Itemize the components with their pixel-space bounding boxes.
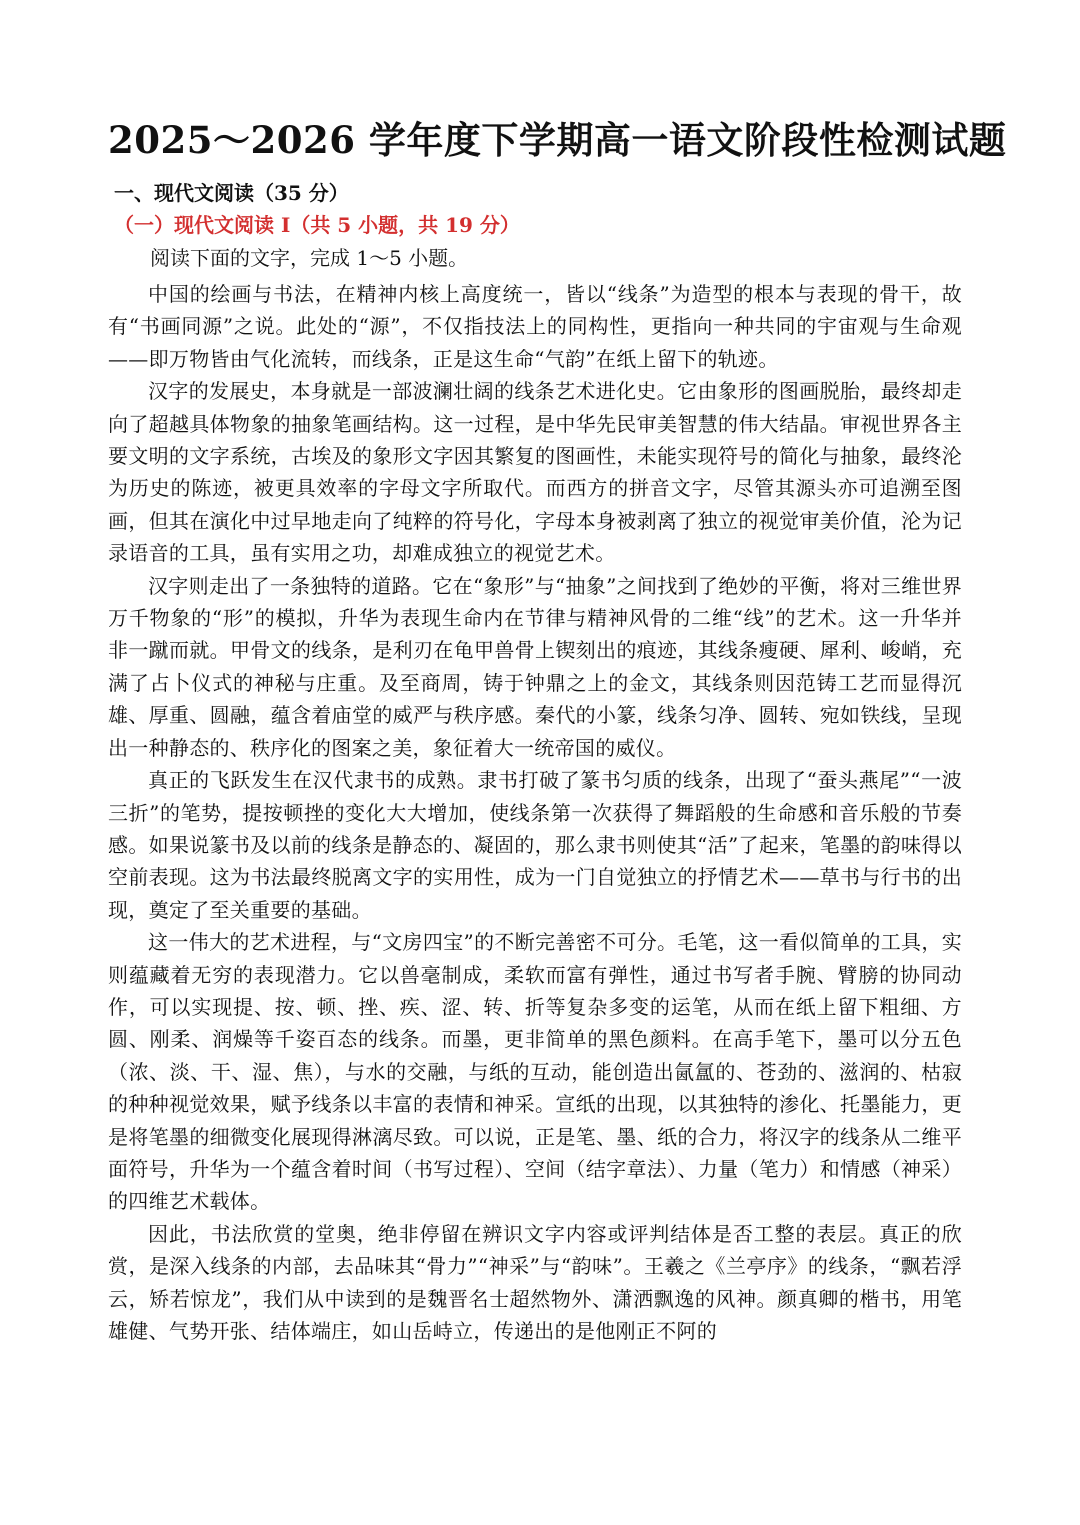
passage-paragraph-1: 中国的绘画与书法，在精神内核上高度统一，皆以“线条”为造型的根本与表现的骨干，故有“书画同源”之说。此处的“源”，不仅指技法上的同构性，更指向一种共同的宇宙观与生命观——即万物皆由气化流转，而线条，正是这生命“气韵”在纸上留下的轨迹。 <box>108 282 962 371</box>
exam-title: 2025～2026 学年度下学期高一语文阶段性检测试题 <box>108 118 1007 162</box>
reading-instruction: 阅读下面的文字，完成 1～5 小题。 <box>150 246 469 270</box>
section-heading: 一、现代文阅读（35 分） <box>114 181 349 205</box>
passage-paragraph-6: 因此，书法欣赏的堂奥，绝非停留在辨识文字内容或评判结体是否工整的表层。真正的欣赏，是深入线条的内部，去品味其“骨力”“神采”与“韵味”。王羲之《兰亭序》的线条，“飘若浮云，矫若惊龙”，我们从中读到的是魏晋名士超然物外、潇洒飘逸的风神。颜真卿的楷书，用笔雄健、气势开张、结体端庄，如山岳峙立，传递出的是他刚正不阿的 <box>108 1221 962 1343</box>
passage-paragraph-5: 这一伟大的艺术进程，与“文房四宝”的不断完善密不可分。毛笔，这一看似简单的工具，实则蕴藏着无穷的表现潜力。它以兽毫制成，柔软而富有弹性，通过书写者手腕、臂膀的协同动作，可以实现提、按、顿、挫、疾、涩、转、折等复杂多变的运笔，从而在纸上留下粗细、方圆、刚柔、润燥等千姿百态的线条。而墨，更非简单的黑色颜料。在高手笔下，墨可以分五色（浓、淡、干、湿、焦），与水的交融，与纸的互动，能创造出氤氲的、苍劲的、滋润的、枯寂的种种视觉效果，赋予线条以丰富的表情和神采。宣纸的出现，以其独特的渗化、托墨能力，更是将笔墨的细微变化展现得淋漓尽致。可以说，正是笔、墨、纸的合力，将汉字的线条从二维平面符号，升华为一个蕴含着时间（书写过程）、空间（结字章法）、力量（笔力）和情感（神采）的四维艺术载体。 <box>108 930 962 1214</box>
passage-paragraph-2: 汉字的发展史，本身就是一部波澜壮阔的线条艺术进化史。它由象形的图画脱胎，最终却走向了超越具体物象的抽象笔画结构。这一过程，是中华先民审美智慧的伟大结晶。审视世界各主要文明的文字系统，古埃及的象形文字因其繁复的图画性，未能实现符号的简化与抽象，最终沦为历史的陈迹，被更具效率的字母文字所取代。而西方的拼音文字，尽管其源头亦可追溯至图画，但其在演化中过早地走向了纯粹的符号化，字母本身被剥离了独立的视觉审美价值，沦为记录语音的工具，虽有实用之功，却难成独立的视觉艺术。 <box>108 379 962 566</box>
passage-paragraph-4: 真正的飞跃发生在汉代隶书的成熟。隶书打破了篆书匀质的线条，出现了“蚕头燕尾”“一波三折”的笔势，提按顿挫的变化大大增加，使线条第一次获得了舞蹈般的生命感和音乐般的节奏感。如果说篆书及以前的线条是静态的、凝固的，那么隶书则使其“活”了起来，笔墨的韵味得以空前表现。这为书法最终脱离文字的实用性，成为一门自觉独立的抒情艺术——草书与行书的出现，奠定了至关重要的基础。 <box>108 768 962 922</box>
subsection-heading: （一）现代文阅读 Ⅰ（共 5 小题，共 19 分） <box>114 213 520 237</box>
passage-paragraph-3: 汉字则走出了一条独特的道路。它在“象形”与“抽象”之间找到了绝妙的平衡，将对三维世界万千物象的“形”的模拟，升华为表现生命内在节律与精神风骨的二维“线”的艺术。这一升华并非一蹴而就。甲骨文的线条，是利刃在龟甲兽骨上锲刻出的痕迹，其线条瘦硬、犀利、峻峭，充满了占卜仪式的神秘与庄重。及至商周，铸于钟鼎之上的金文，其线条则因范铸工艺而显得沉雄、厚重、圆融，蕴含着庙堂的威严与秩序感。秦代的小篆，线条匀净、圆转、宛如铁线，呈现出一种静态的、秩序化的图案之美，象征着大一统帝国的威仪。 <box>108 573 962 760</box>
reading-passage <box>108 278 962 1347</box>
